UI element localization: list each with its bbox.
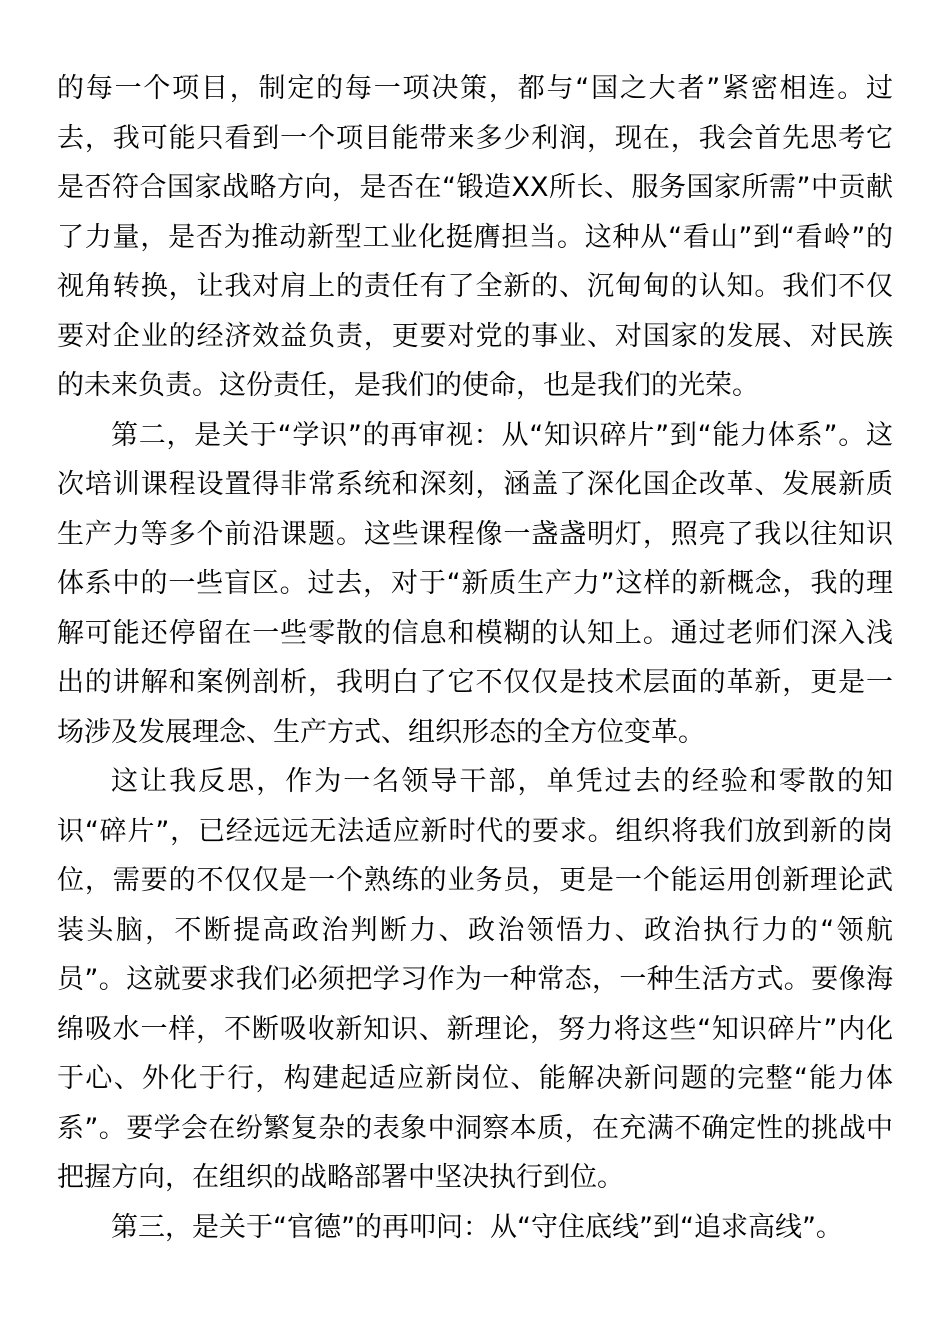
paragraph-ethics-heading: 第三，是关于“官德”的再叩问：从“守住底线”到“追求高线”。 — [111, 1211, 843, 1243]
paragraph-knowledge-heading: 第二，是关于“学识”的再审视：从“知识碎片”到“能力体系”。这次培训课程设置得非常系统和深刻，涵盖了深化国企改革、发展新质生产力等多个前沿课题。这些课程像一盏盏明灯，照亮了我以往知识体系中的一些盲区。过去，对于“新质生产力”这样的新概念，我的理解可能还停留在一些零散的信息和模糊的认知上。通过老师们深入浅出的讲解和案例剖析，我明白了它不仅仅是技术层面的革新，更是一场涉及发展理念、生产方式、组织形态的全方位变革。 — [57, 419, 893, 748]
paragraph-responsibility-continued: 的每一个项目，制定的每一项决策，都与“国之大者”紧密相连。过去，我可能只看到一个项目能带来多少利润，现在，我会首先思考它是否符合国家战略方向，是否在“锻造XX所长、服务国家所需”中贡献了力量，是否为推动新型工业化挺膺担当。这种从“看山”到“看岭”的视角转换，让我对肩上的责任有了全新的、沉甸甸的认知。我们不仅要对企业的经济效益负责，更要对党的事业、对国家的发展、对民族的未来负责。这份责任，是我们的使命，也是我们的光荣。 — [57, 73, 893, 401]
document-page — [57, 64, 893, 1252]
paragraph-reflection: 这让我反思，作为一名领导干部，单凭过去的经验和零散的知识“碎片”，已经远远无法适应新时代的要求。组织将我们放到新的岗位，需要的不仅仅是一个熟练的业务员，更是一个能运用创新理论武装头脑，不断提高政治判断力、政治领悟力、政治执行力的“领航员”。这就要求我们必须把学习作为一种常态，一种生活方式。要像海绵吸水一样，不断吸收新知识、新理论，努力将这些“知识碎片”内化于心、外化于行，构建起适应新岗位、能解决新问题的完整“能力体系”。要学会在纷繁复杂的表象中洞察本质，在充满不确定性的挑战中把握方向，在组织的战略部署中坚决执行到位。 — [57, 766, 893, 1193]
